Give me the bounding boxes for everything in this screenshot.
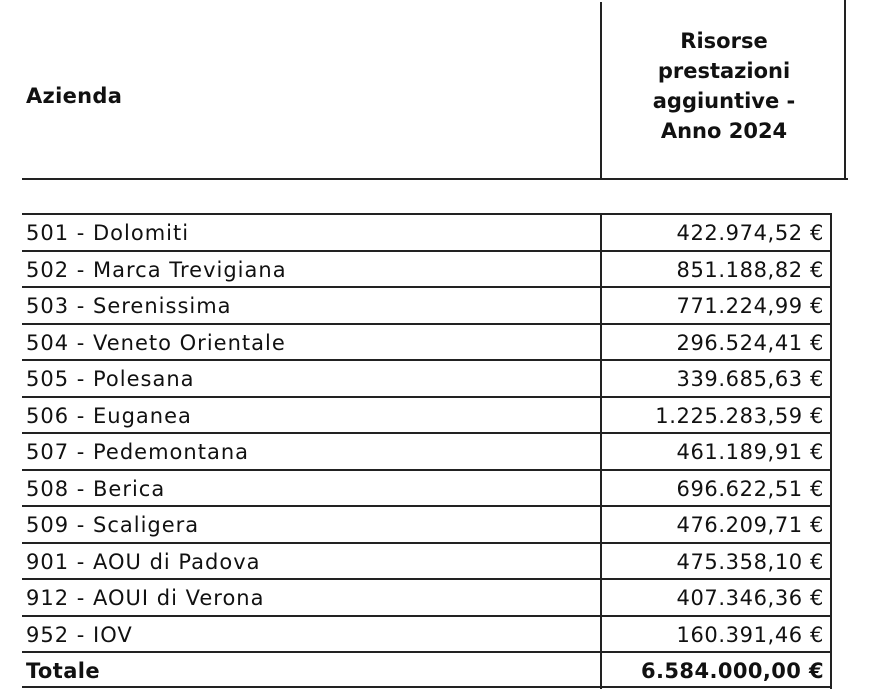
total-amount: 6.584.000,00 € (641, 659, 824, 683)
header-right-border (844, 0, 846, 178)
column-divider (600, 213, 602, 251)
row-right-border (830, 651, 832, 689)
row-right-border (830, 323, 832, 361)
column-divider (600, 505, 602, 543)
table-row (22, 505, 832, 542)
row-right-border (830, 286, 832, 324)
column-divider (600, 651, 602, 689)
table-row (22, 542, 832, 579)
row-amount: 422.974,52 € (676, 221, 824, 245)
table-row (22, 396, 832, 433)
column-divider (600, 323, 602, 361)
column-divider (600, 432, 602, 470)
row-azienda: 501 - Dolomiti (26, 221, 190, 245)
table-row (22, 432, 832, 469)
table-row (22, 578, 832, 615)
table-row (22, 213, 832, 250)
row-azienda: 504 - Veneto Orientale (26, 330, 286, 355)
total-label: Totale (26, 659, 101, 683)
table-header (22, 0, 848, 180)
row-azienda: 506 - Euganea (26, 403, 192, 428)
row-amount: 160.391,46 € (676, 622, 824, 647)
row-right-border (830, 359, 832, 397)
row-right-border (830, 250, 832, 288)
row-azienda: 912 - AOUI di Verona (26, 586, 265, 610)
table-body (22, 213, 832, 688)
table-row (22, 359, 832, 396)
row-right-border (830, 432, 832, 470)
column-header-risorse: Risorse prestazioni aggiuntive - Anno 2024 (652, 29, 796, 143)
column-header-azienda: Azienda (26, 84, 123, 108)
row-azienda: 508 - Berica (26, 476, 166, 501)
row-amount: 339.685,63 € (676, 367, 824, 391)
row-amount: 476.209,71 € (676, 513, 824, 537)
total-row (22, 651, 832, 688)
row-right-border (830, 615, 832, 653)
row-amount: 1.225.283,59 € (655, 403, 824, 428)
row-azienda: 509 - Scaligera (26, 513, 200, 537)
column-divider (600, 578, 602, 616)
row-amount: 461.189,91 € (676, 440, 824, 464)
row-right-border (830, 578, 832, 616)
table-row (22, 323, 832, 360)
row-azienda: 507 - Pedemontana (26, 440, 249, 464)
row-right-border (830, 542, 832, 580)
row-amount: 851.188,82 € (676, 257, 824, 282)
header-column-divider (600, 2, 602, 178)
column-divider (600, 396, 602, 434)
column-divider (600, 286, 602, 324)
table-row (22, 286, 832, 323)
row-azienda: 503 - Serenissima (26, 294, 232, 318)
column-divider (600, 615, 602, 653)
row-amount: 296.524,41 € (676, 330, 824, 355)
table-row (22, 615, 832, 652)
row-right-border (830, 213, 832, 251)
row-right-border (830, 396, 832, 434)
column-divider (600, 469, 602, 507)
row-azienda: 952 - IOV (26, 622, 133, 647)
row-right-border (830, 505, 832, 543)
column-divider (600, 359, 602, 397)
resources-table (22, 0, 848, 695)
column-divider (600, 250, 602, 288)
row-amount: 771.224,99 € (676, 294, 824, 318)
row-amount: 696.622,51 € (676, 476, 824, 501)
table-row (22, 469, 832, 506)
row-azienda: 502 - Marca Trevigiana (26, 257, 287, 282)
table-row (22, 250, 832, 287)
row-amount: 407.346,36 € (676, 586, 824, 610)
row-right-border (830, 469, 832, 507)
column-divider (600, 542, 602, 580)
row-azienda: 901 - AOU di Padova (26, 549, 261, 574)
row-amount: 475.358,10 € (676, 549, 824, 574)
row-azienda: 505 - Polesana (26, 367, 195, 391)
